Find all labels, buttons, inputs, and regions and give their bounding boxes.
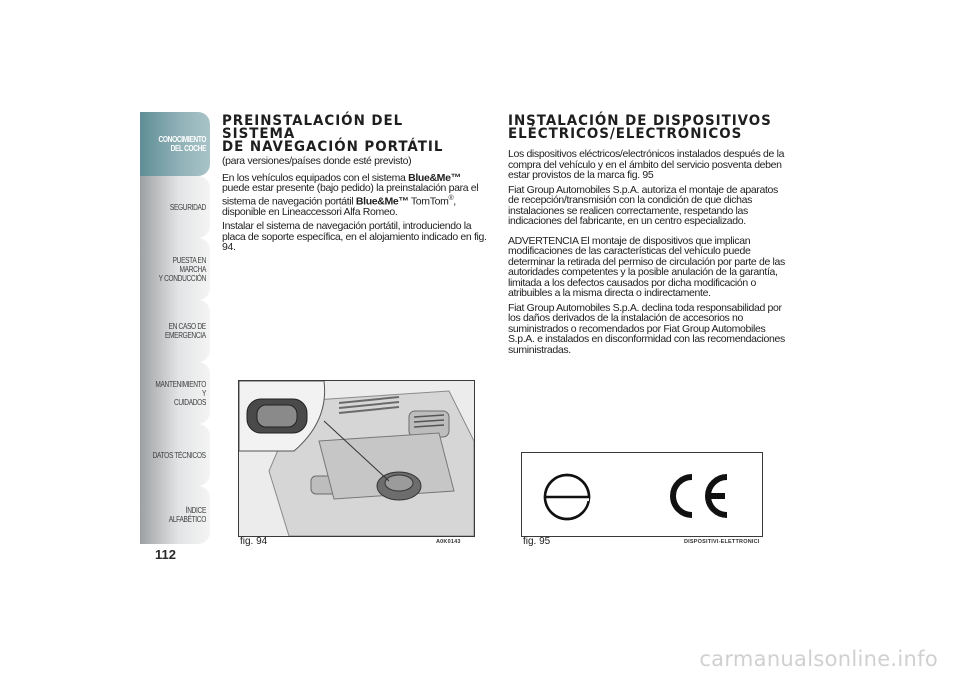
tab-datos-tecnicos[interactable] xyxy=(140,424,210,486)
heading-line: ELÉCTRICOS/ELECTRÓNICOS xyxy=(508,126,743,142)
text-run: puede estar presente (bajo pedido) la preinstalación para el sistema de navegación portátil xyxy=(222,182,479,207)
registered-mark: ® xyxy=(448,194,454,202)
brand-name: Blue&Me™ xyxy=(355,195,409,207)
e-mark-icon xyxy=(545,475,589,519)
figure-95-code: DISPOSITIVI-ELETTRONICI xyxy=(684,539,760,545)
tab-seguridad[interactable] xyxy=(140,176,210,238)
tab-label: PUESTA EN MARCHA Y CONDUCCIÓN xyxy=(158,255,206,283)
tab-label: SEGURIDAD xyxy=(169,202,206,212)
page-number: 112 xyxy=(155,547,176,562)
tab-indice-alfabetico[interactable] xyxy=(140,486,210,544)
paragraph: Fiat Group Automobiles S.p.A. declina toda responsabilidad por los daños derivados de la instalación de accesorios no suministrados o recomendados por Fiat Group Automobiles S.p.A. e instalados en disconformidad con las recomendaciones suministradas. xyxy=(508,301,785,356)
tab-puesta-en-marcha[interactable] xyxy=(140,238,210,300)
paragraph: Los dispositivos eléctricos/electrónicos instalados después de la compra del vehículo y en el ámbito del servicio posventa deben estar provistos de la marca fig. 95 xyxy=(508,148,785,181)
tab-label: ÍNDICE ALFABÉTICO xyxy=(168,506,206,524)
tab-label: DATOS TÉCNICOS xyxy=(152,450,206,460)
text-run: TomTom xyxy=(408,195,449,207)
figure-94-caption: fig. 94 xyxy=(240,536,268,547)
tab-label: EN CASO DE EMERGENCIA xyxy=(165,322,206,340)
section-heading xyxy=(222,115,479,154)
text-run: , disponible en Lineaccessori Alfa Romeo. xyxy=(222,195,456,218)
ce-mark-icon xyxy=(673,477,727,515)
certification-marks xyxy=(522,453,762,536)
heading-line: PREINSTALACIÓN DEL SISTEMA xyxy=(222,113,404,142)
paragraph: Fiat Group Automobiles S.p.A. autoriza el montaje de aparatos de recepción/transmisión con la condición de que dichas instalaciones se realicen correctamente, respetando las indicaciones del fabricante, en un centro especializado. xyxy=(508,183,778,227)
tab-en-caso-de-emergencia[interactable] xyxy=(140,300,210,362)
watermark: carmanualsonline.info xyxy=(699,647,938,671)
paragraph xyxy=(222,173,490,218)
text-run: En los vehículos equipados con el sistema xyxy=(222,171,409,184)
figure-95-image xyxy=(521,452,763,537)
figure-95-caption: fig. 95 xyxy=(523,536,551,547)
brand-name: Blue&Me™ xyxy=(408,171,461,184)
figure-94-image xyxy=(238,380,475,537)
warning-paragraph: ADVERTENCIA El montaje de dispositivos que implican modificaciones de las características del vehículo puede determinar la retirada del permiso de circulación por parte de las autoridades competentes y la posible anulación de la garantía, limitada a los defectos causados por dicha modificación o atribuibles a la misma directa o indirectamente. xyxy=(508,234,785,299)
section-electronic-devices xyxy=(508,115,786,359)
tab-label: MANTENIMIENTO Y CUIDADOS xyxy=(155,379,206,407)
section-heading xyxy=(508,115,775,141)
section-subheading: (para versiones/países donde esté previsto) xyxy=(222,155,412,167)
heading-line: INSTALACIÓN DE DISPOSITIVOS xyxy=(508,113,772,129)
tab-conocimiento-del-coche[interactable] xyxy=(140,112,210,176)
heading-line: DE NAVEGACIÓN PORTÁTIL xyxy=(222,139,444,155)
figure-94-code: A0K0143 xyxy=(436,539,461,545)
tab-mantenimiento[interactable] xyxy=(140,362,210,424)
paragraph: Instalar el sistema de navegación portátil, introduciendo la placa de soporte específica, en el alojamiento indicado en fig. 94. xyxy=(222,220,487,253)
tab-label: CONOCIMIENTO DEL COCHE xyxy=(158,135,206,153)
section-navigation-preinstall xyxy=(222,115,490,257)
console-illustration xyxy=(239,381,474,536)
